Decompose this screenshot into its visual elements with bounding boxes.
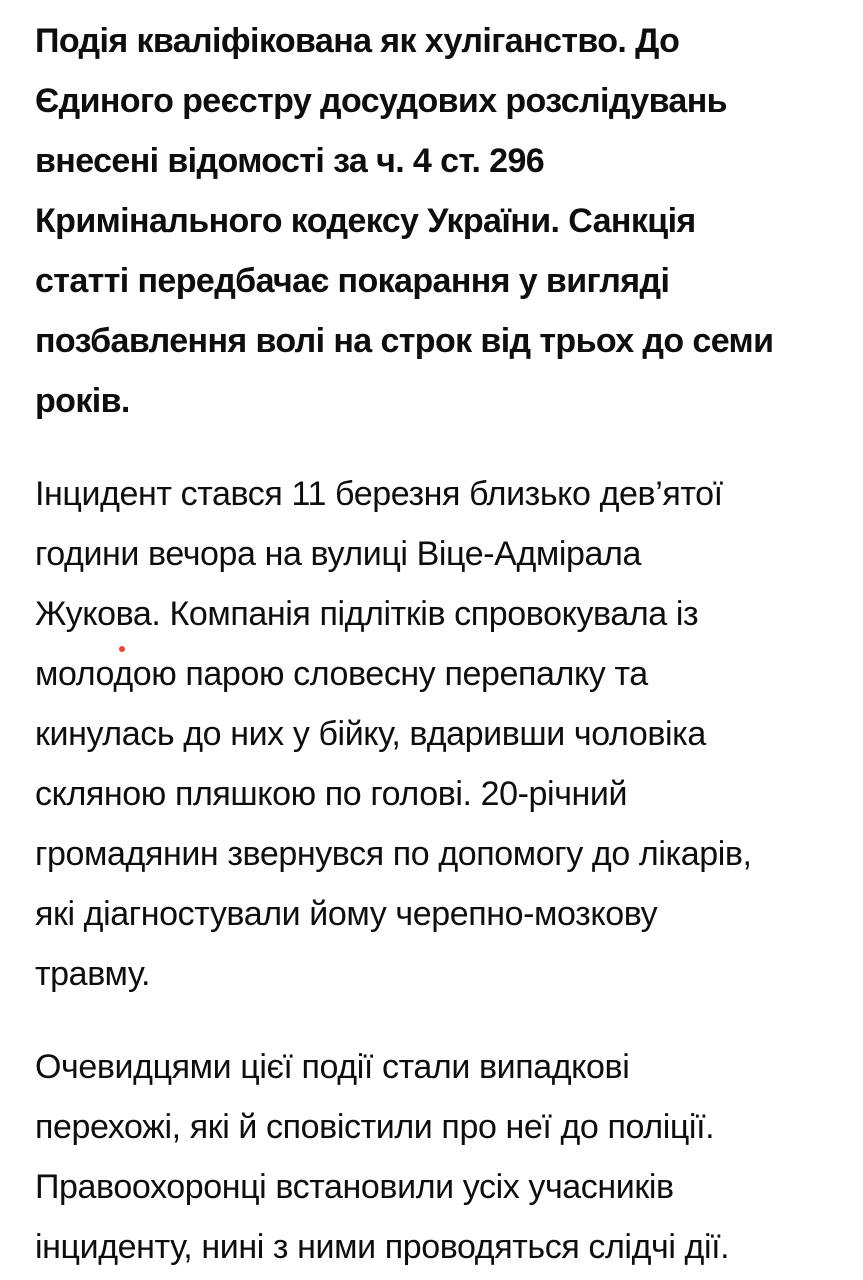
text-line: перехожі, які й сповістили про неї до поліції. [35,1108,715,1146]
text-line: Кримінального кодексу України. Санкція [35,202,696,240]
text-line: молодою парою словесну перепалку та [35,655,648,693]
text-line: Правоохоронці встановили усіх учасників [35,1168,674,1206]
text-line: кинулась до них у бійку, вдаривши чоловіка [35,715,706,753]
text-line: Інцидент стався 11 березня близько дев’ятої [35,475,723,513]
text-line: Жукова. Компанія підлітків спровокувала із [35,595,699,633]
text-line: Очевидцями цієї події стали випадкові [35,1048,630,1086]
text-line: громадянин звернувся по допомогу до лікарів, [35,835,752,873]
text-line: статті передбачає покарання у вигляді [35,262,670,300]
text-line: років. [35,382,130,420]
paragraph-witnesses [35,1037,843,1277]
text-line: інциденту, нині з ними проводяться слідчі дії. [35,1228,730,1266]
text-line: скляною пляшкою по голові. 20-річний [35,775,628,813]
text-line: години вечора на вулиці Віце-Адмірала [35,535,641,573]
red-dot-marker [119,646,125,652]
text-line: Подія кваліфікована як хуліганство. До [35,22,680,60]
text-line: позбавлення волі на строк від трьох до семи [35,322,774,360]
text-line: Єдиного реєстру досудових розслідувань [35,82,727,120]
text-line: внесені відомості за ч. 4 ст. 296 [35,142,545,180]
text-line: травму. [35,955,151,993]
text-line: які діагностували йому черепно-мозкову [35,895,658,933]
paragraph-lead [35,11,843,431]
paragraph-incident-details [35,464,843,1004]
